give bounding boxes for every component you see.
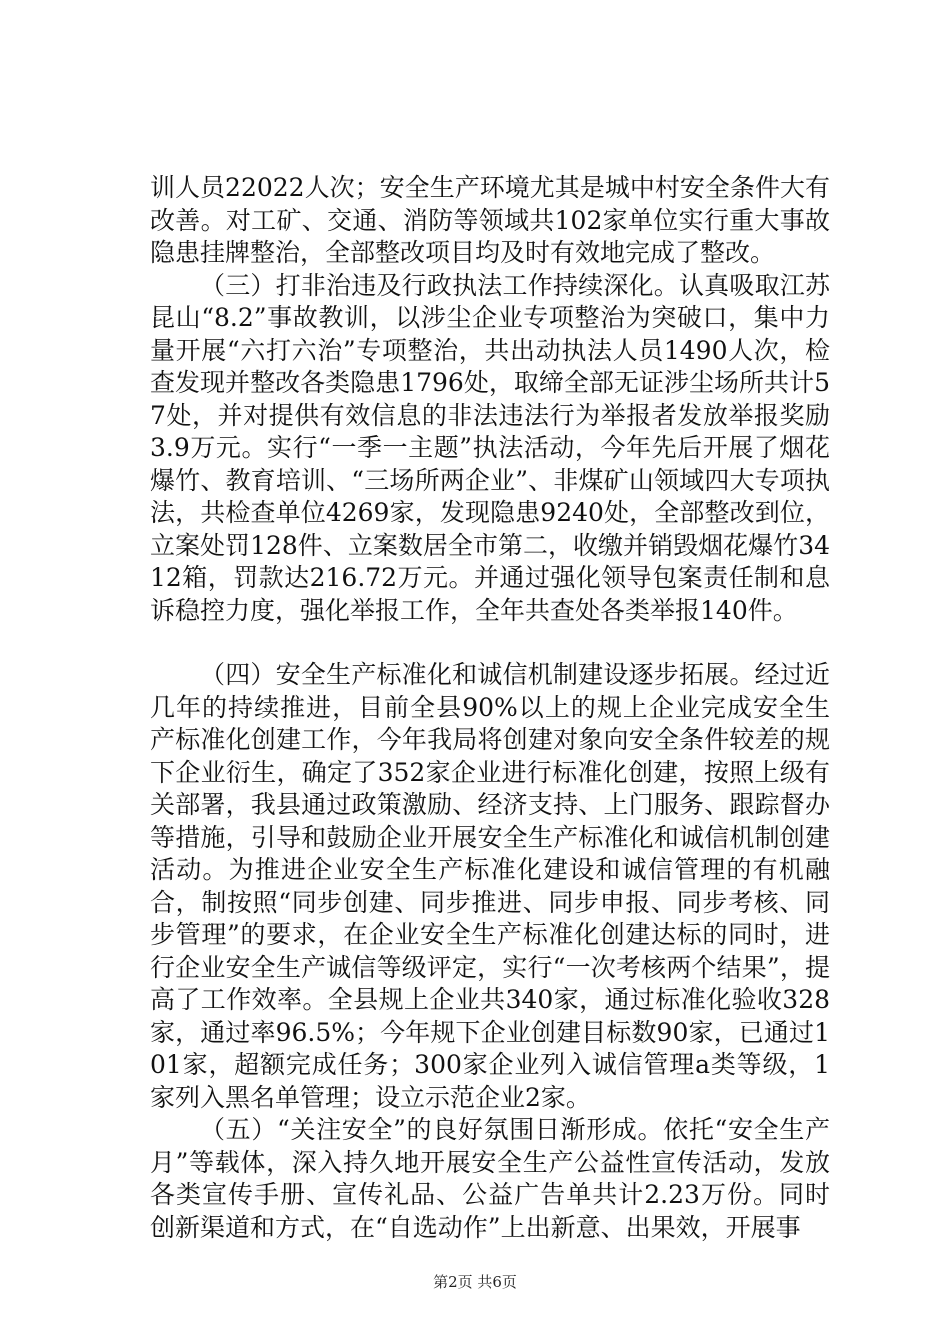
paragraph-continuation: 训人员22022人次；安全生产环境尤其是城中村安全条件大有改善。对工矿、交通、消防等领域共102家单位实行重大事故隐患挂牌整治，全部整改项目均及时有效地完成了整改。 [150,173,830,267]
page-number-footer: 第2页 共6页 [433,1273,517,1291]
paragraph-section-5: （五）“关注安全”的良好氛围日渐形成。依托“安全生产月”等载体，深入持久地开展安全生产公益性宣传活动，发放各类宣传手册、宣传礼品、公益广告单共计2.23万份。同时创新渠道和方式，在“自选动作”上出新意、出果效，开展事 [150,1115,830,1242]
paragraph-section-4: （四）安全生产标准化和诚信机制建设逐步拓展。经过近几年的持续推进，目前全县90%以上的规上企业完成安全生产标准化创建工作，今年我局将创建对象向安全条件较差的规下企业衍生，确定了352家企业进行标准化创建，按照上级有关部署，我县通过政策激励、经济支持、上门服务、跟踪督办等措施，引导和鼓励企业开展安全生产标准化和诚信机制创建活动。为推进企业安全生产标准化建设和诚信管理的有机融合，制按照“同步创建、同步推进、同步申报、同步考核、同步管理”的要求，在企业安全生产标准化创建达标的同时，进行企业安全生产诚信等级评定，实行“一次考核两个结果”，提高了工作效率。全县规上企业共340家，通过标准化验收328家，通过率96.5%；今年规下企业创建目标数90家，已通过101家，超额完成任务；300家企业列入诚信管理a类等级，1家列入黑名单管理；设立示范企业2家。 [150,660,830,1112]
document-body [150,172,830,1244]
paragraph-section-3: （三）打非治违及行政执法工作持续深化。认真吸取江苏昆山“8.2”事故教训，以涉尘企业专项整治为突破口，集中力量开展“六打六治”专项整治，共出动执法人员1490人次，检查发现并整改各类隐患1796处，取缔全部无证涉尘场所共计57处，并对提供有效信息的非法违法行为举报者发放举报奖励3.9万元。实行“一季一主题”执法活动，今年先后开展了烟花爆竹、教育培训、“三场所两企业”、非煤矿山领域四大专项执法，共检查单位4269家，发现隐患9240处，全部整改到位，立案处罚128件、立案数居全市第二，收缴并销毁烟花爆竹3412箱，罚款达216.72万元。并通过强化领导包案责任制和息诉稳控力度，强化举报工作，全年共查处各类举报140件。 [150,270,830,625]
